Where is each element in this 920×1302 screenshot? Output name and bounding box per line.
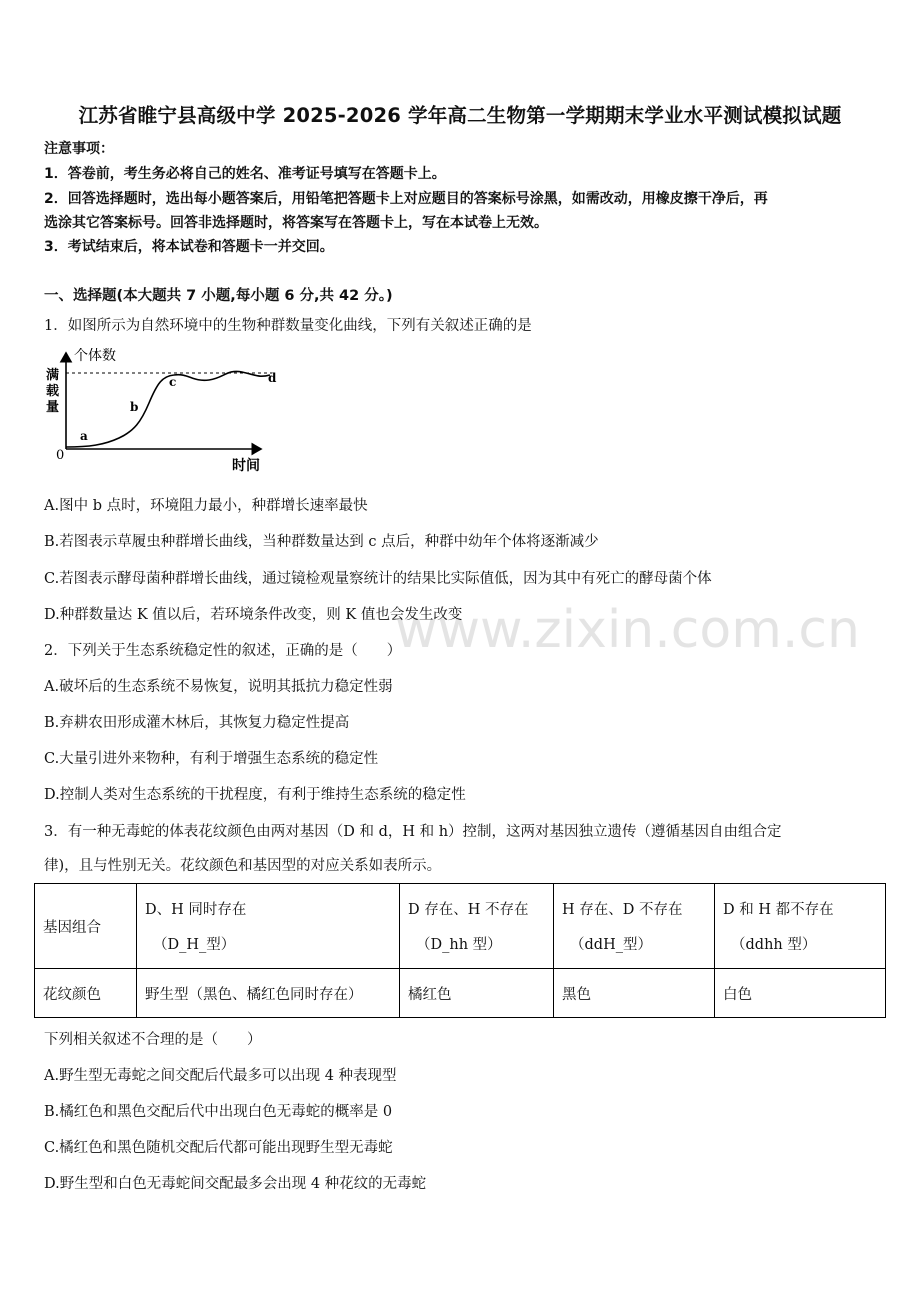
table-cell-sub: （D_hh 型） <box>416 937 502 953</box>
y-label-char-1: 满 <box>46 368 60 383</box>
y-axis-label: 个体数 <box>74 348 116 364</box>
x-axis-label: 时间 <box>232 458 260 474</box>
notes-item-2: 2．回答选择题时，选出每小题答案后，用铅笔把答题卡上对应题目的答案标号涂黑，如需改动，用橡皮擦干净后，再 <box>44 191 768 207</box>
q1-option-a: A.图中 b 点时，环境阻力最小，种群增长速率最快 <box>44 498 368 514</box>
page-title: 江苏省睢宁县高级中学 2025-2026 学年高二生物第一学期期末学业水平测试模拟试题 <box>78 104 842 127</box>
q1-stem: 1．如图所示为自然环境中的生物种群数量变化曲线，下列有关叙述正确的是 <box>44 318 532 334</box>
q3-option-c: C.橘红色和黑色随机交配后代都可能出现野生型无毒蛇 <box>44 1140 393 1156</box>
table-cell-line: D 和 H 都不存在 <box>723 902 834 918</box>
q2-option-d: D.控制人类对生态系统的干扰程度，有利于维持生态系统的稳定性 <box>44 787 466 803</box>
table-cell <box>400 884 554 969</box>
point-c-label: c <box>169 375 177 389</box>
origin-label: 0 <box>56 448 65 463</box>
table-cell: 花纹颜色 <box>35 969 137 1018</box>
table-cell: 野生型（黑色、橘红色同时存在） <box>137 969 400 1018</box>
notes-item-1: 1．答卷前，考生务必将自己的姓名、准考证号填写在答题卡上。 <box>44 166 446 182</box>
table-cell: 白色 <box>715 969 886 1018</box>
point-a-label: a <box>80 429 88 443</box>
notes-item-3: 3．考试结束后，将本试卷和答题卡一并交回。 <box>44 239 334 255</box>
q3-option-b: B.橘红色和黑色交配后代中出现白色无毒蛇的概率是 0 <box>44 1104 393 1120</box>
q2-option-b: B.弃耕农田形成灌木林后，其恢复力稳定性提高 <box>44 715 350 731</box>
growth-curve <box>66 371 270 447</box>
table-cell-sub: （D_H_型） <box>153 937 236 953</box>
genotype-table <box>34 883 886 1018</box>
point-d-label: d <box>268 371 277 385</box>
table-cell: 基因组合 <box>35 884 137 969</box>
q2-stem: 2．下列关于生态系统稳定性的叙述，正确的是（ ） <box>44 643 402 659</box>
q3-option-a: A.野生型无毒蛇之间交配后代最多可以出现 4 种表现型 <box>44 1068 397 1084</box>
table-cell: 黑色 <box>554 969 715 1018</box>
y-label-char-2: 载 <box>46 384 60 399</box>
table-cell <box>715 884 886 969</box>
q3-sub-stem: 下列相关叙述不合理的是（ ） <box>44 1032 262 1048</box>
q1-option-d: D.种群数量达 K 值以后，若环境条件改变，则 K 值也会发生改变 <box>44 607 463 623</box>
q3-option-d: D.野生型和白色无毒蛇间交配最多会出现 4 种花纹的无毒蛇 <box>44 1176 427 1192</box>
y-label-char-3: 量 <box>46 400 60 415</box>
q2-option-c: C.大量引进外来物种，有利于增强生态系统的稳定性 <box>44 751 379 767</box>
table-cell <box>554 884 715 969</box>
q1-option-c: C.若图表示酵母菌种群增长曲线，通过镜检观量察统计的结果比实际值低，因为其中有死亡的酵母菌个体 <box>44 571 712 587</box>
table-cell <box>137 884 400 969</box>
table-cell-line: D、H 同时存在 <box>145 902 247 918</box>
table-row <box>35 969 886 1018</box>
watermark: www.zixin.com.cn <box>395 600 860 660</box>
notes-heading: 注意事项： <box>44 141 114 157</box>
q2-option-a: A.破坏后的生态系统不易恢复，说明其抵抗力稳定性弱 <box>44 679 393 695</box>
notes-item-2-cont: 选涂其它答案标号。回答非选择题时，将答案写在答题卡上，写在本试卷上无效。 <box>44 215 548 231</box>
population-growth-graph <box>44 348 284 478</box>
table-cell: 橘红色 <box>400 969 554 1018</box>
table-cell-sub: （ddH_型） <box>570 937 652 953</box>
q3-stem-cont: 律)，且与性别无关。花纹颜色和基因型的对应关系如表所示。 <box>44 858 442 874</box>
section-heading: 一、选择题(本大题共 7 小题,每小题 6 分,共 42 分。) <box>44 288 393 304</box>
q3-stem: 3．有一种无毒蛇的体表花纹颜色由两对基因（D 和 d，H 和 h）控制，这两对基因独立遗传（遵循基因自由组合定 <box>44 824 782 840</box>
table-cell-line: D 存在、H 不存在 <box>408 902 529 918</box>
table-cell-sub: （ddhh 型） <box>731 937 817 953</box>
q1-option-b: B.若图表示草履虫种群增长曲线，当种群数量达到 c 点后，种群中幼年个体将逐渐减少 <box>44 534 599 550</box>
point-b-label: b <box>130 400 139 414</box>
table-row <box>35 884 886 969</box>
table-cell-line: H 存在、D 不存在 <box>562 902 683 918</box>
